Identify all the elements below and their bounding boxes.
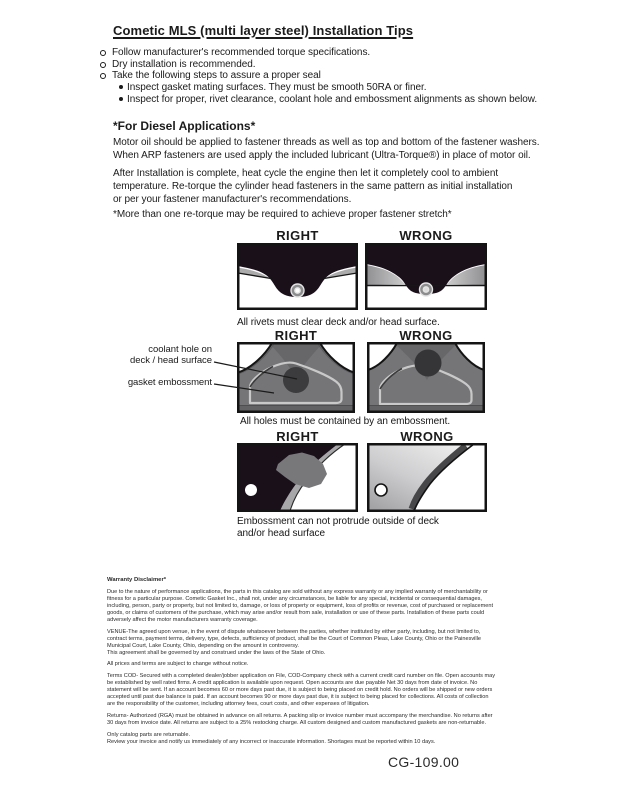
prices-paragraph: All prices and terms are subject to change without notice.	[107, 661, 249, 668]
diesel-section-heading: *For Diesel Applications*	[113, 119, 256, 133]
list-item	[119, 82, 537, 94]
list-item	[100, 70, 537, 82]
dot-bullet-icon	[119, 85, 123, 89]
tip-text: Inspect gasket mating surfaces. They must be smooth 50RA or finer.	[127, 82, 427, 94]
gasket-embossment-label: gasket embossment	[127, 377, 212, 388]
coolant-hole-label: coolant hole on deck / head surface	[130, 344, 212, 366]
list-item	[119, 94, 537, 106]
embossment-containment-right-diagram	[237, 342, 355, 413]
embossment-protrusion-right-diagram	[237, 443, 358, 512]
tip-text: Take the following steps to assure a proper seal	[112, 70, 321, 82]
returns-paragraph: Returns- Authorized (RGA) must be obtained in advance on all returns. A packing slip or invoice number must accompany the merchandise. No returns after 30 days from invoice date. All returns are subject to a 25% restocking charge. All custom designed and custom manufactured gaskets are non-returnable.	[107, 713, 493, 727]
circle-bullet-icon	[100, 50, 106, 56]
page-title: Cometic MLS (multi layer steel) Installation Tips	[113, 23, 414, 38]
legal-footer	[107, 577, 519, 750]
warranty-paragraph: Due to the nature of performance applications, the parts in this catalog are sold without any express warranty or any implied warranty of merchantability or fitness for a particular purpose. Cometic Gasket Inc., shall not, under any circumstances, be liable for any special, incidental or consequential damages, including, person, party or property, but not limited to, damage, or loss of property or equipment, loss of profits or revenue, cost of purchased or replacement goods, or claims of customers of the purchase, which may arise and/or result from sale, installation or use of these parts. Installation of these parts could adversely affect the motor manufacturers warranty coverage.	[107, 588, 494, 623]
venue-paragraph: VENUE-The agreed upon venue, in the event of dispute whatsoever between the parties, whether instituted by either party, including, but not limited to, contract terms, payment terms, delivery, type, defects, sufficiency of product, shall be the Court of Common Pleas, Lake County, Ohio or the Painesville Municipal Court, Lake County, Ohio, depending on the amount in controversy. This agreement shall be governed by and construed under the laws of the State of Ohio.	[107, 628, 482, 656]
tip-text: Dry installation is recommended.	[112, 58, 256, 70]
diesel-paragraph-2: After Installation is complete, heat cycle the engine then let it completely cool to ambient temperature. Re-torque the cylinder head fasteners in the same pattern as initial installation or per your fastener manufacturer's recommendations.	[113, 168, 513, 205]
embossment-protrusion-wrong-diagram	[367, 443, 487, 512]
circle-bullet-icon	[100, 73, 106, 79]
page-code: CG-109.00	[388, 754, 460, 770]
tip-text: Inspect for proper, rivet clearance, coolant hole and embossment alignments as shown below.	[127, 93, 538, 105]
warranty-disclaimer-heading: Warranty Disclaimer*	[107, 577, 167, 583]
row2-caption: All holes must be contained by an embossment.	[240, 416, 451, 427]
retorque-note: *More than one re-torque may be required to achieve proper fastener stretch*	[113, 209, 452, 220]
wrong-label-row1: WRONG	[399, 228, 453, 243]
row3-caption: Embossment can not protrude outside of deck and/or head surface	[237, 516, 439, 539]
rivet-clearance-right-diagram	[237, 243, 358, 310]
right-label-row3: RIGHT	[276, 429, 319, 444]
circle-bullet-icon	[100, 62, 106, 68]
dot-bullet-icon	[119, 97, 123, 101]
wrong-label-row3: WRONG	[400, 429, 454, 444]
wrong-label-row2: WRONG	[399, 328, 453, 343]
installation-tips-list	[100, 47, 537, 105]
tip-text: Follow manufacturer's recommended torque specifications.	[112, 47, 371, 58]
rivet-clearance-wrong-diagram	[365, 243, 487, 310]
catalog-returns-paragraph: Only catalog parts are returnable. Review your invoice and notify us immediately of any incorrect or inaccurate information. Shortages must be reported within 10 days.	[107, 731, 436, 745]
diesel-paragraph-1: Motor oil should be applied to fastener threads as well as top and bottom of the fastener washers. When ARP fasteners are used apply the included lubricant (Ultra-Torque®) in place of motor oil.	[113, 137, 540, 161]
row1-caption: All rivets must clear deck and/or head surface.	[237, 317, 440, 328]
right-label-row2: RIGHT	[274, 328, 318, 343]
list-item	[100, 59, 537, 71]
embossment-containment-wrong-diagram	[367, 342, 485, 413]
terms-paragraph: Terms COD- Secured with a completed dealer/jobber application on File, COD-Company check with a current credit card number on file. Open accounts may be established by well rated firms. A credit application is available upon request. Open accounts are due payable Net 30 days from date of invoice. No statement will be sent. If an account becomes 60 or more days past due, it is subject to being placed on credit hold. No orders will be shipped or new orders accepted until past due balance is paid. If an account becomes 90 or more days past due, it is subject to being placed for collections. All costs of collection are the responsibility of the customer, including attorney fees, court costs, and other expenses of litigation.	[107, 673, 496, 708]
list-item	[100, 47, 537, 59]
right-label-row1: RIGHT	[276, 228, 319, 243]
